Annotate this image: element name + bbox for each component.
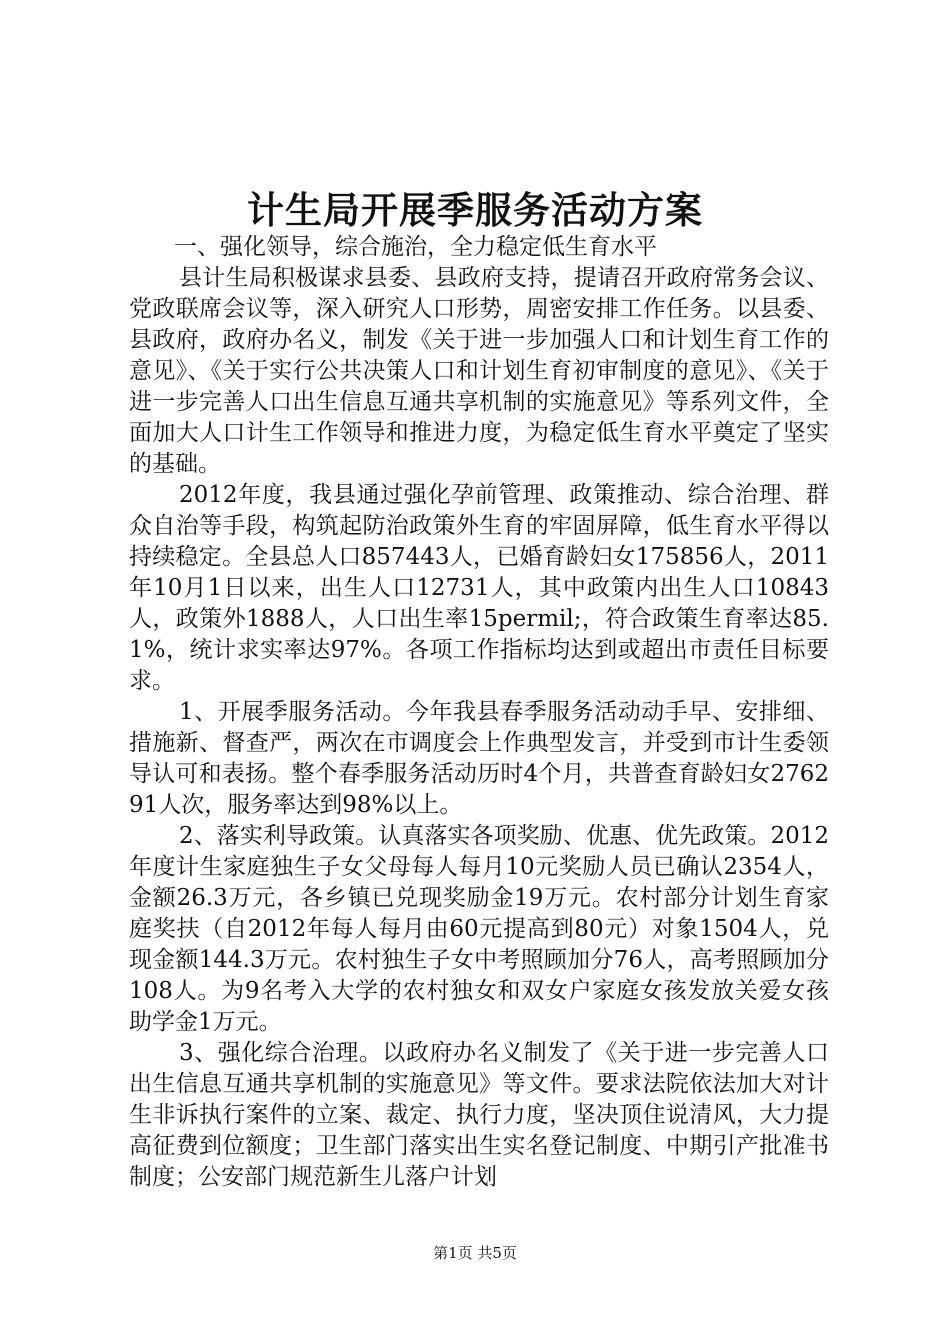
page-footer: 第1页 共5页 [433, 1244, 517, 1262]
document-title: 计生局开展季服务活动方案 [247, 188, 703, 232]
paragraph-statistics: 2012年度，我县通过强化孕前管理、政策推动、综合治理、群众自治等手段，构筑起防治政策外生育的牢固屏障，低生育水平得以持续稳定。全县总人口857443人，已婚育龄妇女175856人，2011年10月1日以来，出生人口12731人，其中政策内出生人口10843人，政策外1888人，人口出生率15permil;，符合政策生育率达85.1%，统计求实率达97%。各项工作指标均达到或超出市责任目标要求。 [129, 482, 829, 694]
paragraph-item-1: 1、开展季服务活动。今年我县春季服务活动动手早、安排细、措施新、督查严，两次在市调度会上作典型发言，并受到市计生委领导认可和表扬。整个春季服务活动历时4个月，共普查育龄妇女276291人次，服务率达到98%以上。 [129, 699, 829, 818]
paragraph-item-3: 3、强化综合治理。以政府办名义制发了《关于进一步完善人口出生信息互通共享机制的实施意见》等文件。要求法院依法加大对计生非诉执行案件的立案、裁定、执行力度，坚决顶住说清风，大力提高征费到位额度；卫生部门落实出生实名登记制度、中期引产批准书制度；公安部门规范新生儿落户计划 [129, 1040, 829, 1190]
section-heading: 一、强化领导，综合施治，全力稳定低生育水平 [174, 234, 657, 260]
paragraph-intro: 县计生局积极谋求县委、县政府支持，提请召开政府常务会议、党政联席会议等，深入研究人口形势，周密安排工作任务。以县委、县政府，政府办名义，制发《关于进一步加强人口和计划生育工作的意见》、《关于实行公共决策人口和计划生育初审制度的意见》、《关于进一步完善人口出生信息互通共享机制的实施意见》等系列文件，全面加大人口计生工作领导和推进力度，为稳定低生育水平奠定了坚实的基础。 [129, 265, 829, 477]
paragraph-item-2: 2、落实利导政策。认真落实各项奖励、优惠、优先政策。2012年度计生家庭独生子女父母每人每月10元奖励人员已确认2354人，金额26.3万元，各乡镇已兑现奖励金19万元。农村部分计划生育家庭奖扶（自2012年每人每月由60元提高到80元）对象1504人，兑现金额144.3万元。农村独生子女中考照顾加分76人，高考照顾加分108人。为9名考入大学的农村独女和双女户家庭女孩发放关爱女孩助学金1万元。 [129, 823, 829, 1035]
document-body [129, 232, 829, 1193]
